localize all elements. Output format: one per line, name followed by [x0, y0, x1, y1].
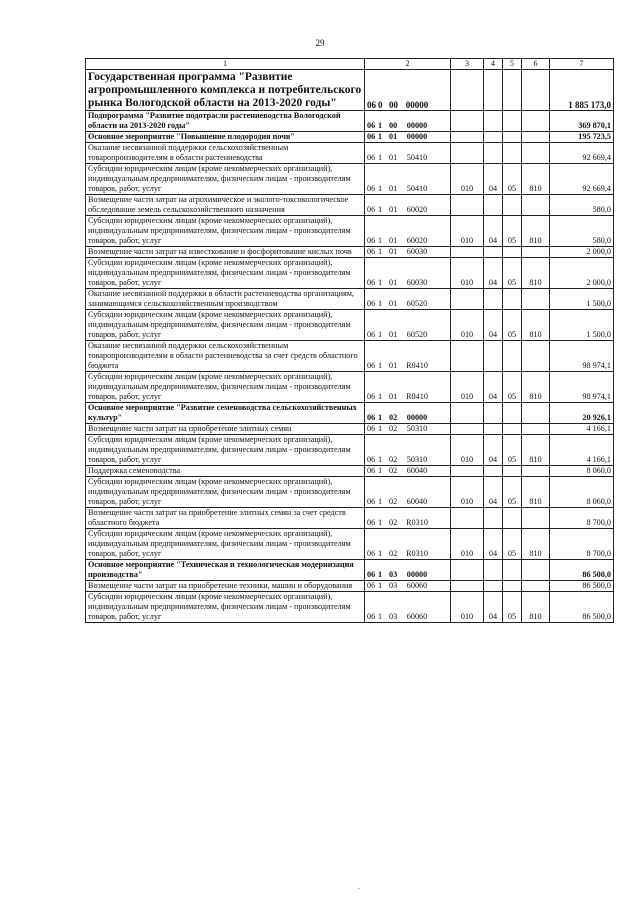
code-part: 00000	[405, 100, 429, 110]
row-classifier-v4	[484, 466, 503, 477]
row-classifier-v4	[484, 560, 503, 581]
row-classifier-v3	[451, 195, 484, 216]
row-code	[365, 372, 451, 403]
code-part: 01	[389, 205, 398, 214]
code-part: 1	[378, 278, 383, 287]
row-classifier-v5	[503, 403, 522, 424]
row-code	[365, 143, 451, 164]
row-name: Субсидии юридическим лицам (кроме некоммерческих организаций), индивидуальным предпринимателям, физическим лицам - производителям товаров, работ, услуг	[86, 164, 365, 195]
row-classifier-v4	[484, 143, 503, 164]
row-classifier-v6	[522, 195, 550, 216]
row-classifier-v3: 010	[451, 310, 484, 341]
row-classifier-v4	[484, 111, 503, 132]
row-classifier-v3: 010	[451, 164, 484, 195]
code-part: 01	[389, 361, 398, 370]
row-classifier-v5	[503, 247, 522, 258]
row-code	[365, 111, 451, 132]
table-row	[86, 164, 614, 195]
row-classifier-v5	[503, 289, 522, 310]
row-classifier-v4: 04	[484, 216, 503, 247]
code-part: 06	[367, 392, 376, 401]
row-classifier-v5: 05	[503, 258, 522, 289]
row-classifier-v5: 05	[503, 372, 522, 403]
row-classifier-v4	[484, 581, 503, 592]
table-row	[86, 132, 614, 143]
row-classifier-v6: 810	[522, 592, 550, 623]
row-name: Субсидии юридическим лицам (кроме некоммерческих организаций), индивидуальным предпринимателям, физическим лицам - производителям товаров, работ, услуг	[86, 310, 365, 341]
row-name: Основное мероприятие "Техническая и технологическая модернизация производства"	[86, 560, 365, 581]
code-part: 01	[389, 132, 398, 141]
code-part: 06	[367, 205, 376, 214]
row-classifier-v6	[522, 341, 550, 372]
code-part: 06	[367, 497, 376, 506]
header-cell: 5	[503, 59, 522, 70]
row-classifier-v5: 05	[503, 310, 522, 341]
row-code	[365, 560, 451, 581]
code-part: 06	[367, 518, 376, 527]
row-classifier-v5	[503, 424, 522, 435]
code-part: 06	[367, 153, 376, 162]
code-part: 60030	[406, 278, 428, 287]
table-row	[86, 372, 614, 403]
row-code	[365, 529, 451, 560]
row-code	[365, 403, 451, 424]
row-classifier-v6	[522, 111, 550, 132]
row-name: Возмещение части затрат на известкование и фосфоритование кислых почв	[86, 247, 365, 258]
code-part: 60520	[406, 330, 428, 339]
row-name: Государственная программа "Развитие агропромышленного комплекса и потребительского рынка Вологодской области на 2013-2020 годы"	[86, 70, 365, 111]
row-code	[365, 424, 451, 435]
row-classifier-v6	[522, 466, 550, 477]
code-part: 06	[367, 612, 376, 621]
code-part: 1	[378, 518, 383, 527]
code-part: 06	[367, 278, 376, 287]
header-cell: 7	[550, 59, 614, 70]
row-name: Субсидии юридическим лицам (кроме некоммерческих организаций), индивидуальным предпринимателям, физическим лицам - производителям товаров, работ, услуг	[86, 435, 365, 466]
row-amount: 2 000,0	[550, 247, 614, 258]
row-amount: 92 669,4	[550, 143, 614, 164]
row-amount: 20 926,1	[550, 403, 614, 424]
row-code	[365, 581, 451, 592]
row-amount: 2 000,0	[550, 258, 614, 289]
code-part: 50310	[406, 424, 428, 433]
row-code	[365, 466, 451, 477]
row-name: Субсидии юридическим лицам (кроме некоммерческих организаций), индивидуальным предпринимателям, физическим лицам - производителям товаров, работ, услуг	[86, 216, 365, 247]
table-row	[86, 529, 614, 560]
row-classifier-v3	[451, 289, 484, 310]
row-classifier-v6: 810	[522, 216, 550, 247]
row-classifier-v5	[503, 560, 522, 581]
code-part: 1	[378, 549, 383, 558]
code-part: R0310	[406, 549, 428, 558]
row-classifier-v5	[503, 143, 522, 164]
code-part: 03	[389, 581, 398, 590]
table-header-row	[86, 59, 614, 70]
row-classifier-v6	[522, 508, 550, 529]
row-code	[365, 132, 451, 143]
code-part: 1	[378, 132, 383, 141]
code-part: 1	[378, 455, 383, 464]
code-part: 06	[367, 455, 376, 464]
row-amount: 98 974,1	[550, 341, 614, 372]
table-row	[86, 247, 614, 258]
row-classifier-v5	[503, 341, 522, 372]
code-part: 06	[367, 236, 376, 245]
code-part: 1	[378, 392, 383, 401]
row-classifier-v3	[451, 247, 484, 258]
code-part: 50410	[406, 153, 428, 162]
code-part: 1	[378, 236, 383, 245]
code-part: 02	[389, 549, 398, 558]
table-row	[86, 592, 614, 623]
row-amount: 8 700,0	[550, 529, 614, 560]
code-part: 0	[378, 100, 383, 110]
row-classifier-v6: 810	[522, 258, 550, 289]
code-part: 1	[378, 424, 383, 433]
row-classifier-v4: 04	[484, 477, 503, 508]
code-part: 06	[367, 100, 376, 110]
row-amount: 580,0	[550, 216, 614, 247]
row-classifier-v4: 04	[484, 258, 503, 289]
code-part: R0310	[406, 518, 428, 527]
row-name: Поддержка семеноводства	[86, 466, 365, 477]
row-name: Основное мероприятие "Повышение плодородия почв"	[86, 132, 365, 143]
row-code	[365, 216, 451, 247]
code-part: 1	[378, 184, 383, 193]
code-part: 1	[378, 205, 383, 214]
table-row	[86, 424, 614, 435]
row-classifier-v4	[484, 289, 503, 310]
code-part: 03	[389, 570, 398, 579]
code-part: 06	[367, 549, 376, 558]
code-part: 06	[367, 299, 376, 308]
table-row	[86, 560, 614, 581]
row-code	[365, 310, 451, 341]
table-row	[86, 435, 614, 466]
row-classifier-v4	[484, 70, 503, 111]
code-part: 06	[367, 424, 376, 433]
row-classifier-v5: 05	[503, 592, 522, 623]
row-code	[365, 477, 451, 508]
row-classifier-v6: 810	[522, 164, 550, 195]
row-classifier-v5: 05	[503, 477, 522, 508]
code-part: 1	[378, 497, 383, 506]
row-classifier-v4	[484, 341, 503, 372]
row-classifier-v5	[503, 132, 522, 143]
row-amount: 1 500,0	[550, 310, 614, 341]
row-classifier-v4: 04	[484, 372, 503, 403]
row-classifier-v6	[522, 70, 550, 111]
code-part: 01	[389, 184, 398, 193]
row-classifier-v4	[484, 424, 503, 435]
row-classifier-v4	[484, 195, 503, 216]
code-part: 1	[378, 330, 383, 339]
row-amount: 1 885 173,0	[550, 70, 614, 111]
row-classifier-v6: 810	[522, 310, 550, 341]
code-part: 60040	[406, 497, 428, 506]
code-part: 02	[389, 497, 398, 506]
row-amount: 8 060,0	[550, 466, 614, 477]
table-row	[86, 508, 614, 529]
row-classifier-v3	[451, 70, 484, 111]
row-classifier-v6	[522, 143, 550, 164]
row-classifier-v5: 05	[503, 435, 522, 466]
code-part: 50310	[406, 455, 428, 464]
header-cell: 3	[451, 59, 484, 70]
code-part: 01	[389, 299, 398, 308]
code-part: 1	[378, 466, 383, 475]
code-part: 06	[367, 184, 376, 193]
table-row	[86, 111, 614, 132]
table-row	[86, 466, 614, 477]
row-amount: 86 500,0	[550, 592, 614, 623]
code-part: 60060	[406, 612, 428, 621]
row-classifier-v6	[522, 403, 550, 424]
row-amount: 4 166,1	[550, 435, 614, 466]
footer-mark: .	[358, 882, 360, 891]
header-cell: 4	[484, 59, 503, 70]
row-classifier-v6	[522, 289, 550, 310]
row-classifier-v3	[451, 132, 484, 143]
code-part: 01	[389, 330, 398, 339]
table-row	[86, 143, 614, 164]
row-classifier-v5	[503, 466, 522, 477]
code-part: 06	[367, 466, 376, 475]
code-part: 03	[389, 612, 398, 621]
row-amount: 195 723,5	[550, 132, 614, 143]
row-classifier-v6	[522, 560, 550, 581]
row-amount: 86 500,0	[550, 581, 614, 592]
row-classifier-v5	[503, 581, 522, 592]
code-part: 06	[367, 330, 376, 339]
row-classifier-v6	[522, 132, 550, 143]
row-name: Возмещение части затрат на приобретение техники, машин и оборудования	[86, 581, 365, 592]
code-part: 00000	[406, 413, 428, 422]
code-part: 1	[378, 247, 383, 256]
row-code	[365, 289, 451, 310]
code-part: R0410	[406, 392, 428, 401]
row-classifier-v3: 010	[451, 216, 484, 247]
row-classifier-v3: 010	[451, 592, 484, 623]
row-classifier-v3: 010	[451, 372, 484, 403]
code-part: 06	[367, 361, 376, 370]
code-part: 01	[389, 392, 398, 401]
row-classifier-v4	[484, 132, 503, 143]
row-amount: 4 166,1	[550, 424, 614, 435]
row-classifier-v6	[522, 247, 550, 258]
code-part: 02	[389, 413, 398, 422]
row-classifier-v3	[451, 143, 484, 164]
row-classifier-v5: 05	[503, 164, 522, 195]
row-name: Субсидии юридическим лицам (кроме некоммерческих организаций), индивидуальным предпринимателям, физическим лицам - производителям товаров, работ, услуг	[86, 477, 365, 508]
row-amount: 8 060,0	[550, 477, 614, 508]
code-part: 06	[367, 581, 376, 590]
row-name: Оказание несвязанной поддержки в области растениеводства организациям, занимающимся сельскохозяйственным производством	[86, 289, 365, 310]
code-part: 01	[389, 247, 398, 256]
header-cell: 1	[86, 59, 365, 70]
row-classifier-v4: 04	[484, 164, 503, 195]
table-row	[86, 581, 614, 592]
row-name: Субсидии юридическим лицам (кроме некоммерческих организаций), индивидуальным предпринимателям, физическим лицам - производителям товаров, работ, услуг	[86, 258, 365, 289]
row-classifier-v4: 04	[484, 310, 503, 341]
row-classifier-v3: 010	[451, 435, 484, 466]
code-part: 60020	[406, 236, 428, 245]
table-row	[86, 216, 614, 247]
row-classifier-v3	[451, 560, 484, 581]
code-part: 01	[389, 236, 398, 245]
code-part: 06	[367, 413, 376, 422]
budget-table	[85, 58, 614, 623]
code-part: 1	[378, 121, 383, 130]
row-classifier-v6: 810	[522, 372, 550, 403]
table-row	[86, 310, 614, 341]
row-amount: 98 974,1	[550, 372, 614, 403]
row-code	[365, 508, 451, 529]
row-amount: 86 500,0	[550, 560, 614, 581]
row-classifier-v4: 04	[484, 529, 503, 560]
row-name: Подпрограмма "Развитие подотрасли растениеводства Вологодской области на 2013-2020 годы"	[86, 111, 365, 132]
row-name: Основное мероприятие "Развитие семеноводства сельскохозяйственных культур"	[86, 403, 365, 424]
row-name: Субсидии юридическим лицам (кроме некоммерческих организаций), индивидуальным предпринимателям, физическим лицам - производителям товаров, работ, услуг	[86, 592, 365, 623]
row-classifier-v4: 04	[484, 435, 503, 466]
row-amount: 580,0	[550, 195, 614, 216]
row-classifier-v6	[522, 581, 550, 592]
row-classifier-v4: 04	[484, 592, 503, 623]
code-part: 01	[389, 278, 398, 287]
code-part: 06	[367, 570, 376, 579]
code-part: 50410	[406, 184, 428, 193]
row-classifier-v4	[484, 403, 503, 424]
row-classifier-v6: 810	[522, 435, 550, 466]
row-name: Субсидии юридическим лицам (кроме некоммерческих организаций), индивидуальным предпринимателям, физическим лицам - производителям товаров, работ, услуг	[86, 372, 365, 403]
code-part: 60040	[406, 466, 428, 475]
table-row	[86, 70, 614, 111]
row-name: Возмещение части затрат на приобретение элитных семян за счет средств областного бюджета	[86, 508, 365, 529]
row-classifier-v3: 010	[451, 529, 484, 560]
row-classifier-v4	[484, 247, 503, 258]
code-part: 60030	[406, 247, 428, 256]
code-part: 02	[389, 455, 398, 464]
row-name: Возмещение части затрат на агрохимическое и эколого-токсикологическое обследование земель сельскохозяйственного назначения	[86, 195, 365, 216]
row-classifier-v3	[451, 341, 484, 372]
row-name: Оказание несвязанной поддержки сельскохозяйственным товаропроизводителям в области растениеводства за счет средств областного бюджета	[86, 341, 365, 372]
row-classifier-v3	[451, 403, 484, 424]
code-part: 1	[378, 361, 383, 370]
code-part: 1	[378, 581, 383, 590]
row-code	[365, 195, 451, 216]
row-name: Субсидии юридическим лицам (кроме некоммерческих организаций), индивидуальным предпринимателям, физическим лицам - производителям товаров, работ, услуг	[86, 529, 365, 560]
row-classifier-v3: 010	[451, 258, 484, 289]
header-cell: 6	[522, 59, 550, 70]
code-part: 60060	[406, 581, 428, 590]
code-part: 02	[389, 466, 398, 475]
code-part: 00000	[406, 132, 428, 141]
row-classifier-v3: 010	[451, 477, 484, 508]
row-code	[365, 247, 451, 258]
code-part: 1	[378, 299, 383, 308]
row-classifier-v5	[503, 111, 522, 132]
code-part: 06	[367, 247, 376, 256]
code-part: 00	[389, 100, 398, 110]
row-classifier-v6: 810	[522, 477, 550, 508]
page-number: 29	[315, 38, 325, 48]
code-part: 1	[378, 612, 383, 621]
code-part: 00	[389, 121, 398, 130]
row-classifier-v5: 05	[503, 529, 522, 560]
row-name: Возмещение части затрат на приобретение элитных семян	[86, 424, 365, 435]
code-part: 06	[367, 132, 376, 141]
code-part: R0410	[406, 361, 428, 370]
row-classifier-v3	[451, 466, 484, 477]
row-code	[365, 592, 451, 623]
code-part: 06	[367, 121, 376, 130]
row-classifier-v6: 810	[522, 529, 550, 560]
row-classifier-v3	[451, 508, 484, 529]
row-classifier-v5: 05	[503, 216, 522, 247]
row-classifier-v5	[503, 195, 522, 216]
code-part: 00000	[406, 570, 428, 579]
row-code	[365, 70, 451, 111]
row-amount: 92 669,4	[550, 164, 614, 195]
code-part: 1	[378, 570, 383, 579]
row-code	[365, 164, 451, 195]
row-classifier-v6	[522, 424, 550, 435]
table-row	[86, 403, 614, 424]
row-classifier-v3	[451, 424, 484, 435]
row-amount: 369 870,1	[550, 111, 614, 132]
row-classifier-v3	[451, 111, 484, 132]
code-part: 1	[378, 413, 383, 422]
row-amount: 8 700,0	[550, 508, 614, 529]
code-part: 02	[389, 518, 398, 527]
code-part: 00000	[406, 121, 428, 130]
table-row	[86, 258, 614, 289]
table-row	[86, 195, 614, 216]
code-part: 60020	[406, 205, 428, 214]
row-classifier-v3	[451, 581, 484, 592]
row-classifier-v4	[484, 508, 503, 529]
row-name: Оказание несвязанной поддержки сельскохозяйственным товаропроизводителям в области растениеводства	[86, 143, 365, 164]
code-part: 60520	[406, 299, 428, 308]
table-row	[86, 341, 614, 372]
row-classifier-v5	[503, 70, 522, 111]
row-classifier-v5	[503, 508, 522, 529]
table-row	[86, 289, 614, 310]
row-code	[365, 258, 451, 289]
row-code	[365, 341, 451, 372]
header-cell: 2	[365, 59, 451, 70]
code-part: 1	[378, 153, 383, 162]
row-amount: 1 500,0	[550, 289, 614, 310]
code-part: 02	[389, 424, 398, 433]
table-row	[86, 477, 614, 508]
code-part: 01	[389, 153, 398, 162]
row-code	[365, 435, 451, 466]
